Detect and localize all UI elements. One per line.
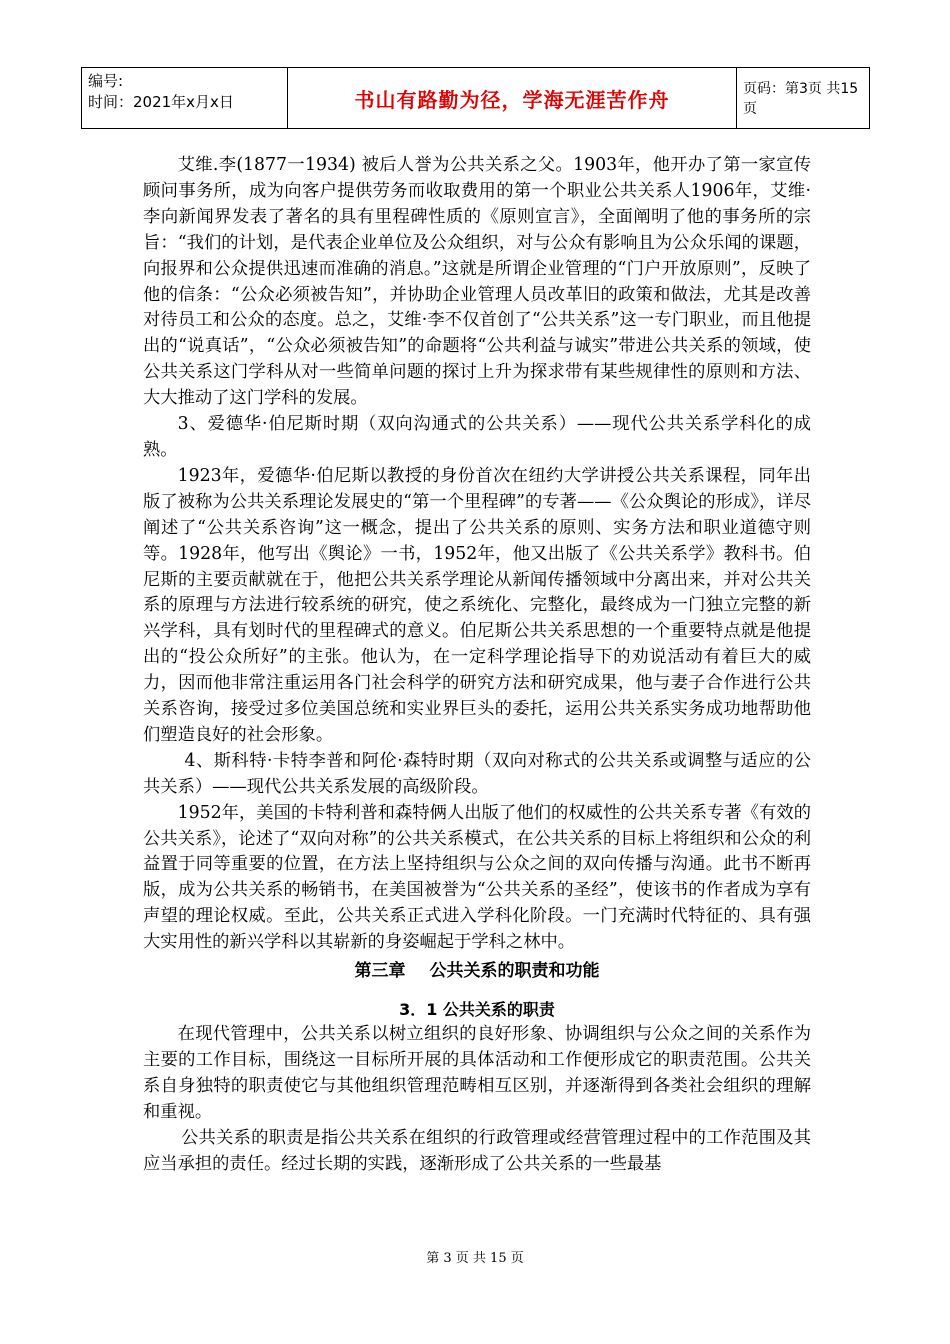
header-page-number: 页码：第3页 共15页 [743, 81, 859, 117]
page-footer: 第 3 页 共 15 页 [426, 1251, 524, 1266]
document-body [143, 153, 811, 1178]
body-paragraph: 1952年，美国的卡特利普和森特俩人出版了他们的权威性的公共关系专著《有效的公共关系》，论述了“双向对称”的公共关系模式，在公共关系的目标上将组织和公众的利益置于同等重要的位置，在方法上坚持组织与公众之间的双向传播与沟通。此书不断再版，成为公共关系的畅销书，在美国被誉为“公共关系的圣经”，使该书的作者成为享有声望的理论权威。至此，公共关系正式进入学科化阶段。一门充满时代特征的、具有强大实用性的新兴学科以其崭新的身姿崛起于学科之林中。 [143, 802, 811, 953]
header-motto: 书山有路勤为径，学海无涯苦作舟 [287, 68, 737, 128]
body-paragraph: 4、斯科特·卡特李普和阿伦·森特时期（双向对称式的公共关系或调整与适应的公共关系）——现代公共关系发展的高级阶段。 [143, 750, 811, 797]
body-paragraph: 艾维.李(1877一1934) 被后人誉为公共关系之父。1903年，他开办了第一家宣传顾问事务所，成为向客户提供劳务而收取费用的第一个职业公共关系人1906年，艾维·李向新闻界发表了著名的具有里程碑性质的《原则宣言》，全面阐明了他的事务所的宗旨：“我们的计划，是代表企业单位及公众组织，对与公众有影响且为公众乐闻的课题，向报界和公众提供迅速而准确的消息。”这就是所谓企业管理的“门户开放原则”，反映了他的信条：“公众必须被告知”，并协助企业管理人员改革旧的政策和做法，尤其是改善对待员工和公众的态度。总之，艾维·李不仅首创了“公共关系”这一专门职业，而且他提出的“说真话”，“公众必须被告知”的命题将“公共利益与诚实”带进公共关系的领域，使公共关系这门学科从对一些简单问题的探讨上升为探求带有某些规律性的原则和方法、大大推动了这门学科的发展。 [143, 155, 811, 409]
document-number-label: 编号: [88, 72, 124, 90]
chapter-title: 第三章 公共关系的职责和功能 [354, 961, 600, 982]
section-title: 3．1 公共关系的职责 [399, 1000, 555, 1020]
body-paragraph: 公共关系的职责是指公共关系在组织的行政管理或经营管理过程中的工作范围及其应当承担的责任。经过长期的实践，逐渐形成了公共关系的一些最基 [143, 1127, 811, 1174]
body-paragraph: 1923年，爱德华·伯尼斯以教授的身份首次在纽约大学讲授公共关系课程，同年出版了被称为公共关系理论发展史的“第一个里程碑”的专著——《公众舆论的形成》，详尽阐述了“公共关系咨询”这一概念，提出了公共关系的原则、实务方法和职业道德守则等。1928年，他写出《舆论》一书，1952年，他又出版了《公共关系学》教科书。伯尼斯的主要贡献就在于，他把公共关系学理论从新闻传播领域中分离出来，并对公共关系的原理与方法进行较系统的研究，使之系统化、完整化，最终成为一门独立完整的新兴学科，具有划时代的里程碑式的意义。伯尼斯公共关系思想的一个重要特点就是他提出的“投公众所好”的主张。他认为，在一定科学理论指导下的劝说活动有着巨大的威力，因而他非常注重运用各门社会科学的研究方法和研究成果，他与妻子合作进行公共关系咨询，接受过多位美国总统和实业界巨头的委托，运用公共关系实务成功地帮助他们塑造良好的社会形象。 [143, 465, 811, 745]
body-paragraph: 在现代管理中，公共关系以树立组织的良好形象、协调组织与公众之间的关系作为主要的工作目标，围绕这一目标所开展的具体活动和工作便形成它的职责范围。公共关系自身独特的职责使它与其他组织管理范畴相互区别，并逐渐得到各类社会组织的理解和重视。 [143, 1024, 811, 1122]
header-meta [82, 68, 287, 128]
document-date-label: 时间：2021年x月x日 [88, 93, 234, 111]
body-paragraph: 3、爱德华·伯尼斯时期（双向沟通式的公共关系）——现代公共关系学科化的成熟。 [143, 414, 811, 460]
page-header [81, 67, 870, 129]
